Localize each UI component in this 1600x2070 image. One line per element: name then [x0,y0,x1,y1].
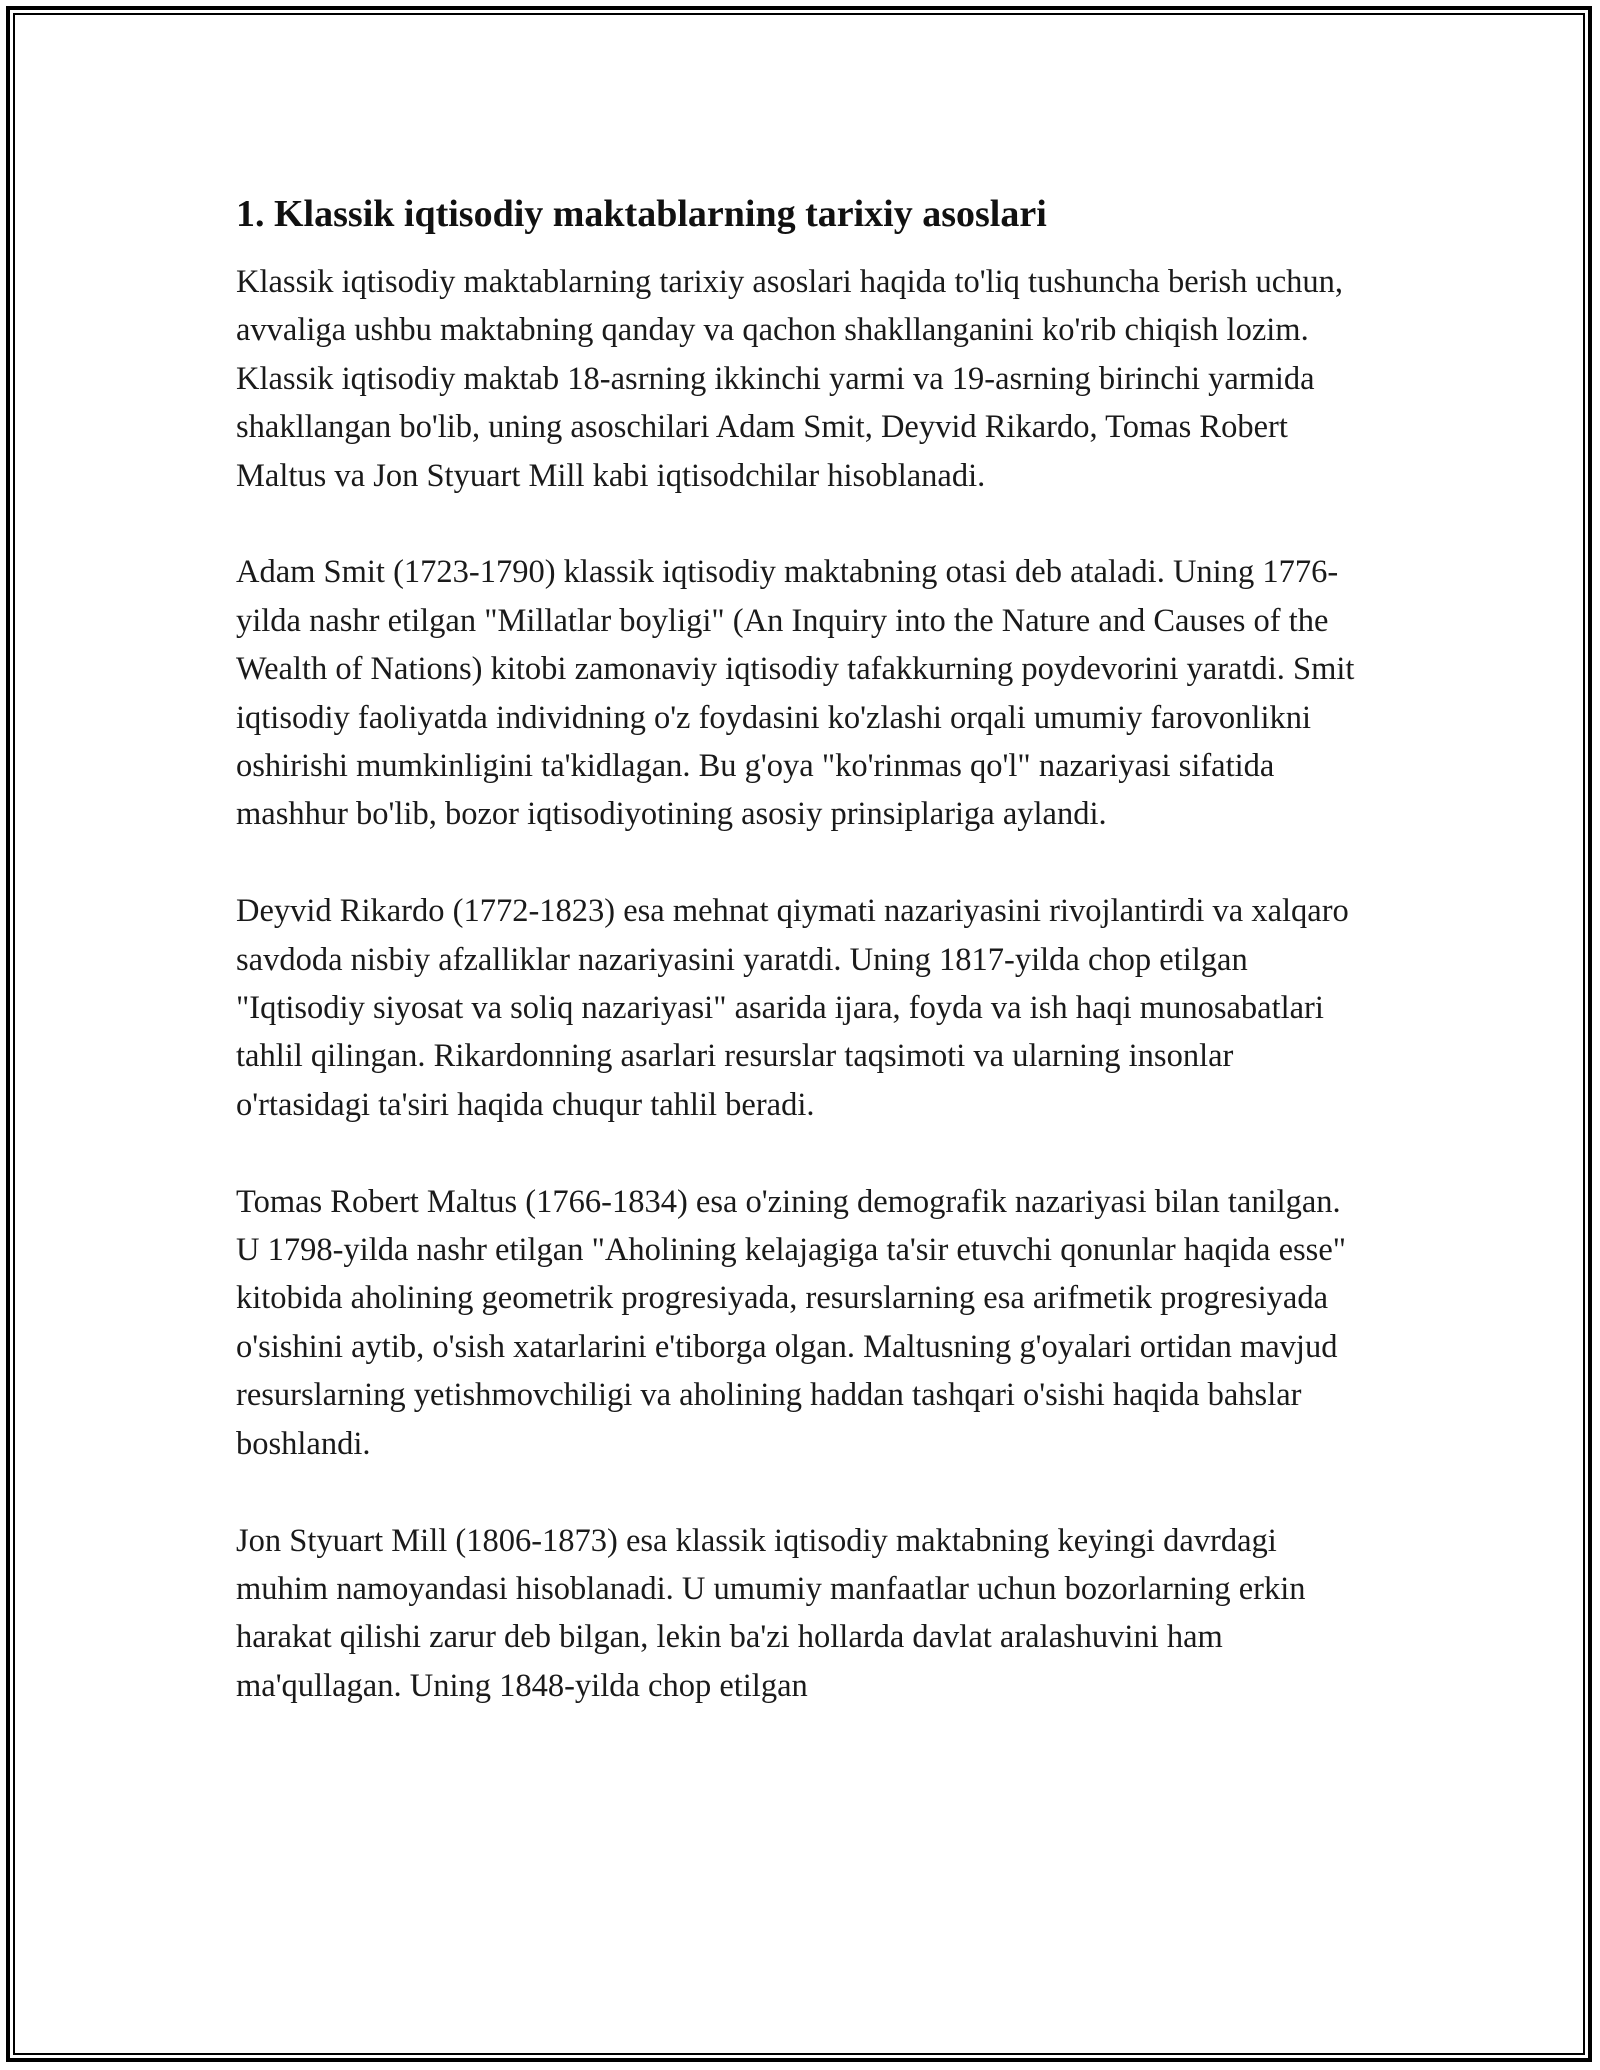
document-body [236,184,1371,1710]
paragraph-deyvid-rikardo: Deyvid Rikardo (1772-1823) esa mehnat qiymati nazariyasini rivojlantirdi va xalqaro savdoda nisbiy afzalliklar nazariyasini yaratdi. Uning 1817-yilda chop etilgan "Iqtisodiy siyosat va soliq nazariyasi" asarida ijara, foyda va ish haqi munosabatlari tahlil qilingan. Rikardonning asarlari resurslar taqsimoti va ularning insonlar o'rtasidagi ta'siri haqida chuqur tahlil beradi. [236,893,1349,1123]
paragraph-jon-mill: Jon Styuart Mill (1806-1873) esa klassik iqtisodiy maktabning keyingi davrdagi muhim namoyandasi hisoblanadi. U umumiy manfaatlar uchun bozorlarning erkin harakat qilishi zarur deb bilgan, lekin ba'zi hollarda davlat aralashuvini ham ma'qullagan. Uning 1848-yilda chop etilgan [236,1522,1306,1704]
paragraph-intro: Klassik iqtisodiy maktablarning tarixiy asoslari haqida to'liq tushuncha berish uchun, avvaliga ushbu maktabning qanday va qachon shakllanganini ko'rib chiqish lozim. Klassik iqtisodiy maktab 18-asrning ikkinchi yarmi va 19-asrning birinchi yarmida shakllangan bo'lib, uning asoschilari Adam Smit, Deyvid Rikardo, Tomas Robert Maltus va Jon Styuart Mill kabi iqtisodchilar hisoblanadi. [236,264,1344,494]
paragraph-adam-smit: Adam Smit (1723-1790) klassik iqtisodiy maktabning otasi deb ataladi. Uning 1776-yilda nashr etilgan "Millatlar boyligi" (An Inquiry into the Nature and Causes of the Wealth of Nations) kitobi zamonaviy iqtisodiy tafakkurning poydevorini yaratdi. Smit iqtisodiy faoliyatda individning o'z foydasini ko'zlashi orqali umumiy farovonlikni oshirishi mumkinligini ta'kidlagan. Bu g'oya "ko'rinmas qo'l" nazariyasi sifatida mashhur bo'lib, bozor iqtisodiyotining asosiy prinsiplariga aylandi. [236,554,1355,833]
paragraph-tomas-maltus: Tomas Robert Maltus (1766-1834) esa o'zining demografik nazariyasi bilan tanilgan. U 1798-yilda nashr etilgan "Aholining kelajagiga ta'sir etuvchi qonunlar haqida esse" kitobida aholining geometrik progresiyada, resurslarning esa arifmetik progresiyada o'sishini aytib, o'sish xatarlarini e'tiborga olgan. Maltusning g'oyalari ortidan mavjud resurslarning yetishmovchiligi va aholining haddan tashqari o'sishi haqida bahslar boshlandi. [236,1183,1347,1462]
section-heading: 1. Klassik iqtisodiy maktablarning tarixiy asoslari [236,193,1047,235]
